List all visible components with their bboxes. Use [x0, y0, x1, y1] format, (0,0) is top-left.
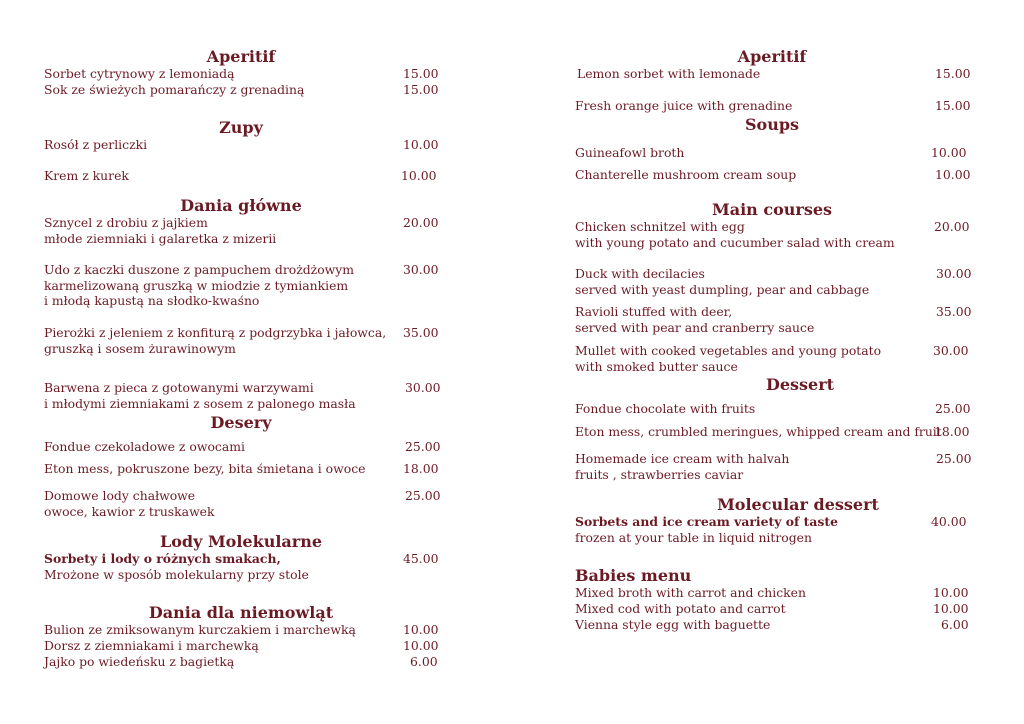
en-chicken-1: Chicken schnitzel with egg	[575, 219, 745, 234]
pl-mol-2: Mrożone w sposób molekularny przy stole	[44, 567, 309, 582]
en-chanterelle: Chanterelle mushroom cream soup	[575, 167, 797, 182]
en-mullet-1: Mullet with cooked vegetables and young potato	[575, 343, 882, 358]
pl-eton: Eton mess, pokruszone bezy, bita śmietana i owoce	[44, 461, 366, 476]
pl-sorbet-price: 15.00	[403, 66, 439, 81]
en-molecular-price: 40.00	[931, 514, 967, 529]
en-mixed-cod-price: 10.00	[933, 601, 969, 616]
en-mixed-cod: Mixed cod with potato and carrot	[575, 601, 786, 616]
en-orange: Fresh orange juice with grenadine	[575, 98, 793, 113]
pl-sorbet: Sorbet cytrynowy z lemoniadą	[44, 66, 235, 81]
pl-dorsz: Dorsz z ziemniakami i marchewką	[44, 638, 259, 653]
pl-barwena-2: i młodymi ziemniakami z sosem z palonego masła	[44, 396, 356, 411]
en-mullet-2: with smoked butter sauce	[575, 359, 738, 374]
en-fondue-price: 25.00	[935, 401, 971, 416]
en-homemade-2: fruits , strawberries caviar	[575, 467, 744, 482]
en-duck-1: Duck with decilacies	[575, 266, 705, 281]
pl-sznycel-2: młode ziemniaki i galaretka z mizerii	[44, 231, 277, 246]
en-chicken-price: 20.00	[934, 219, 970, 234]
pl-sok: Sok ze świeżych pomarańczy z grenadiną	[44, 82, 305, 97]
en-aperitif-heading: Aperitif	[737, 47, 807, 66]
en-lemon-price: 15.00	[935, 66, 971, 81]
en-duck-2: served with yeast dumpling, pear and cabbage	[575, 282, 870, 297]
en-mixed-broth-price: 10.00	[933, 585, 969, 600]
en-molecular-heading: Molecular dessert	[717, 495, 879, 514]
pl-jajko-price: 6.00	[410, 654, 438, 669]
en-orange-price: 15.00	[935, 98, 971, 113]
en-molecular-2: frozen at your table in liquid nitrogen	[575, 530, 812, 545]
en-guineafowl: Guineafowl broth	[575, 145, 685, 160]
pl-bulion: Bulion ze zmiksowanym kurczakiem i marchewką	[44, 622, 356, 637]
pl-fondue: Fondue czekoladowe z owocami	[44, 439, 245, 454]
pl-udo-3: i młodą kapustą na słodko-kwaśno	[44, 293, 260, 308]
en-fondue: Fondue chocolate with fruits	[575, 401, 756, 416]
en-duck-price: 30.00	[936, 266, 972, 281]
en-homemade-1: Homemade ice cream with halvah	[575, 451, 790, 466]
en-guineafowl-price: 10.00	[931, 145, 967, 160]
pl-zupy-heading: Zupy	[219, 118, 263, 137]
pl-rosol-price: 10.00	[403, 137, 439, 152]
en-babies-heading: Babies menu	[575, 566, 692, 585]
pl-pierozki-2: gruszką i sosem żurawinowym	[44, 341, 236, 356]
en-molecular-1: Sorbets and ice cream variety of taste	[575, 514, 838, 529]
pl-pierozki-1: Pierożki z jeleniem z konfiturą z podgrzybka i jałowca,	[44, 325, 387, 340]
pl-sznycel-price: 20.00	[403, 215, 439, 230]
pl-mol-1: Sorbety i lody o różnych smakach,	[44, 551, 281, 566]
pl-sok-price: 15.00	[403, 82, 439, 97]
en-main-heading: Main courses	[711, 200, 833, 219]
pl-mol-price: 45.00	[403, 551, 439, 566]
pl-rosol: Rosół z perliczki	[44, 137, 148, 152]
pl-dorsz-price: 10.00	[403, 638, 439, 653]
en-vienna: Vienna style egg with baguette	[575, 617, 771, 632]
pl-dania-heading: Dania główne	[180, 196, 302, 215]
pl-udo-2: karmelizowaną gruszką w miodzie z tymiankiem	[44, 278, 349, 293]
pl-aperitif-heading: Aperitif	[206, 47, 276, 66]
en-eton: Eton mess, crumbled meringues, whipped cream and fruit	[575, 424, 942, 439]
pl-barwena-1: Barwena z pieca z gotowanymi warzywami	[44, 380, 314, 395]
pl-barwena-price: 30.00	[405, 380, 441, 395]
pl-desery-heading: Desery	[210, 413, 272, 432]
en-mixed-broth: Mixed broth with carrot and chicken	[575, 585, 806, 600]
en-ravioli-price: 35.00	[936, 304, 972, 319]
en-lemon: Lemon sorbet with lemonade	[577, 66, 761, 81]
pl-jajko: Jajko po wiedeńsku z bagietką	[44, 654, 235, 669]
pl-krem-price: 10.00	[401, 168, 437, 183]
en-dessert-heading: Dessert	[765, 375, 835, 394]
en-chicken-2: with young potato and cucumber salad with cream	[575, 235, 895, 250]
pl-lody-price: 25.00	[405, 488, 441, 503]
en-mullet-price: 30.00	[933, 343, 969, 358]
en-ravioli-1: Ravioli stuffed with deer,	[575, 304, 733, 319]
en-homemade-price: 25.00	[936, 451, 972, 466]
pl-pierozki-price: 35.00	[403, 325, 439, 340]
pl-sznycel-1: Sznycel z drobiu z jajkiem	[44, 215, 208, 230]
pl-krem: Krem z kurek	[44, 168, 129, 183]
pl-lody-2: owoce, kawior z truskawek	[44, 504, 215, 519]
pl-udo-price: 30.00	[403, 262, 439, 277]
pl-eton-price: 18.00	[403, 461, 439, 476]
en-eton-price: 18.00	[934, 424, 970, 439]
en-ravioli-2: served with pear and cranberry sauce	[575, 320, 815, 335]
pl-fondue-price: 25.00	[405, 439, 441, 454]
pl-molekularne-heading: Lody Molekularne	[159, 532, 323, 551]
en-vienna-price: 6.00	[941, 617, 969, 632]
en-soups-heading: Soups	[744, 115, 800, 134]
en-chanterelle-price: 10.00	[935, 167, 971, 182]
pl-bulion-price: 10.00	[403, 622, 439, 637]
pl-udo-1: Udo z kaczki duszone z pampuchem drożdżowym	[44, 262, 355, 277]
pl-lody-1: Domowe lody chałwowe	[44, 488, 196, 503]
pl-niemowlat-heading: Dania dla niemowląt	[148, 603, 334, 622]
